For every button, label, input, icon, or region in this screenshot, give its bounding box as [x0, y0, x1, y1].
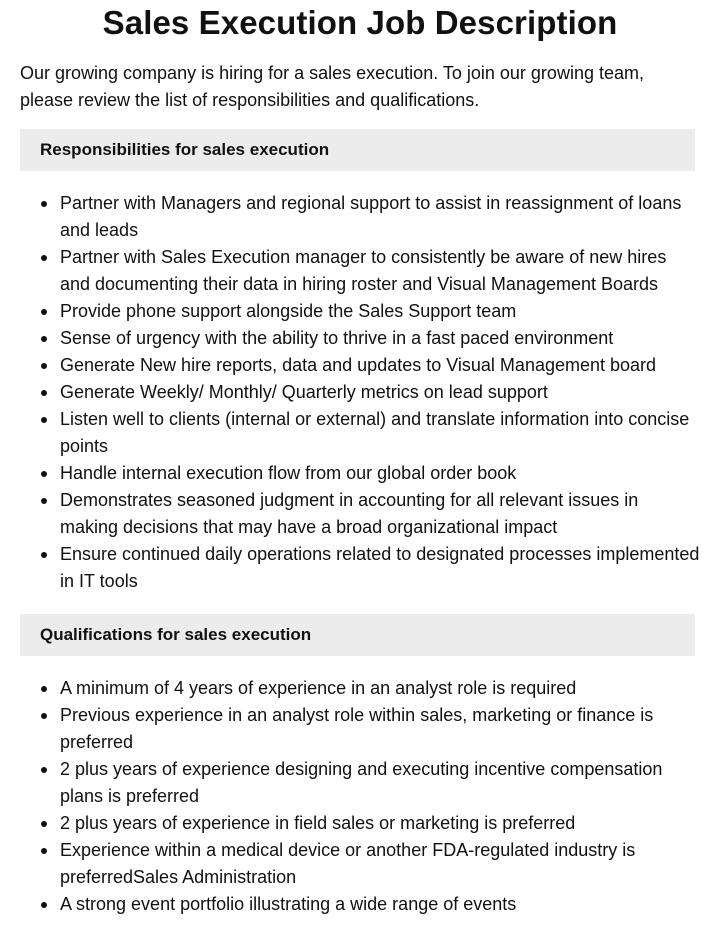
bullet-icon: [41, 686, 47, 692]
responsibility-item: [20, 244, 700, 298]
responsibilities-heading: Responsibilities for sales execution: [40, 140, 330, 159]
bullet-icon: [41, 767, 47, 773]
responsibilities-header: [20, 129, 695, 171]
responsibility-item: [20, 487, 700, 541]
qualification-item: [20, 702, 700, 756]
intro-paragraph: Our growing company is hiring for a sales execution. To join our growing team, please review the list of responsibilities and qualifications.: [20, 63, 644, 110]
responsibility-item: [20, 379, 700, 406]
qualification-text: 2 plus years of experience designing and executing incentive compensation plans is preferred: [60, 759, 663, 806]
bullet-icon: [41, 201, 47, 207]
responsibility-text: Listen well to clients (internal or external) and translate information into concise points: [60, 409, 690, 456]
qualification-item: [20, 756, 700, 810]
qualification-text: Previous experience in an analyst role within sales, marketing or finance is preferred: [60, 705, 654, 752]
responsibility-item: [20, 325, 700, 352]
qualifications-heading: Qualifications for sales execution: [40, 625, 312, 644]
bullet-icon: [41, 821, 47, 827]
qualification-item: [20, 891, 700, 918]
bullet-icon: [41, 363, 47, 369]
responsibility-item: [20, 190, 700, 244]
qualification-text: A strong event portfolio illustrating a wide range of events: [60, 894, 517, 914]
responsibility-text: Partner with Managers and regional support to assist in reassignment of loans and leads: [60, 193, 682, 240]
bullet-icon: [41, 309, 47, 315]
bullet-icon: [41, 713, 47, 719]
qualifications-header: [20, 614, 695, 656]
qualifications-list: [20, 675, 700, 918]
bullet-icon: [41, 848, 47, 854]
responsibility-text: Demonstrates seasoned judgment in accounting for all relevant issues in making decisions that may have a broad organizational impact: [60, 490, 639, 537]
qualification-text: Experience within a medical device or another FDA-regulated industry is preferredSales Administration: [60, 840, 636, 887]
responsibility-text: Generate Weekly/ Monthly/ Quarterly metrics on lead support: [60, 382, 548, 402]
bullet-icon: [41, 552, 47, 558]
bullet-icon: [41, 498, 47, 504]
responsibility-item: [20, 298, 700, 325]
responsibility-item: [20, 460, 700, 487]
qualification-item: [20, 675, 700, 702]
qualification-text: 2 plus years of experience in field sales or marketing is preferred: [60, 813, 576, 833]
page-title: Sales Execution Job Description: [102, 4, 618, 41]
bullet-icon: [41, 255, 47, 261]
responsibility-text: Provide phone support alongside the Sales Support team: [60, 301, 517, 321]
qualification-text: A minimum of 4 years of experience in an analyst role is required: [60, 678, 577, 698]
responsibilities-list: [20, 190, 700, 595]
responsibility-item: [20, 352, 700, 379]
bullet-icon: [41, 902, 47, 908]
qualification-item: [20, 837, 700, 891]
responsibility-text: Partner with Sales Execution manager to consistently be aware of new hires and documenting their data in hiring roster and Visual Management Boards: [60, 247, 667, 294]
responsibility-item: [20, 406, 700, 460]
bullet-icon: [41, 336, 47, 342]
responsibility-text: Handle internal execution flow from our global order book: [60, 463, 517, 483]
qualification-item: [20, 810, 700, 837]
responsibility-text: Ensure continued daily operations related to designated processes implemented in IT tools: [60, 544, 700, 591]
bullet-icon: [41, 390, 47, 396]
bullet-icon: [41, 417, 47, 423]
responsibility-text: Generate New hire reports, data and updates to Visual Management board: [60, 355, 657, 375]
responsibility-text: Sense of urgency with the ability to thrive in a fast paced environment: [60, 328, 614, 348]
bullet-icon: [41, 471, 47, 477]
responsibility-item: [20, 541, 700, 595]
